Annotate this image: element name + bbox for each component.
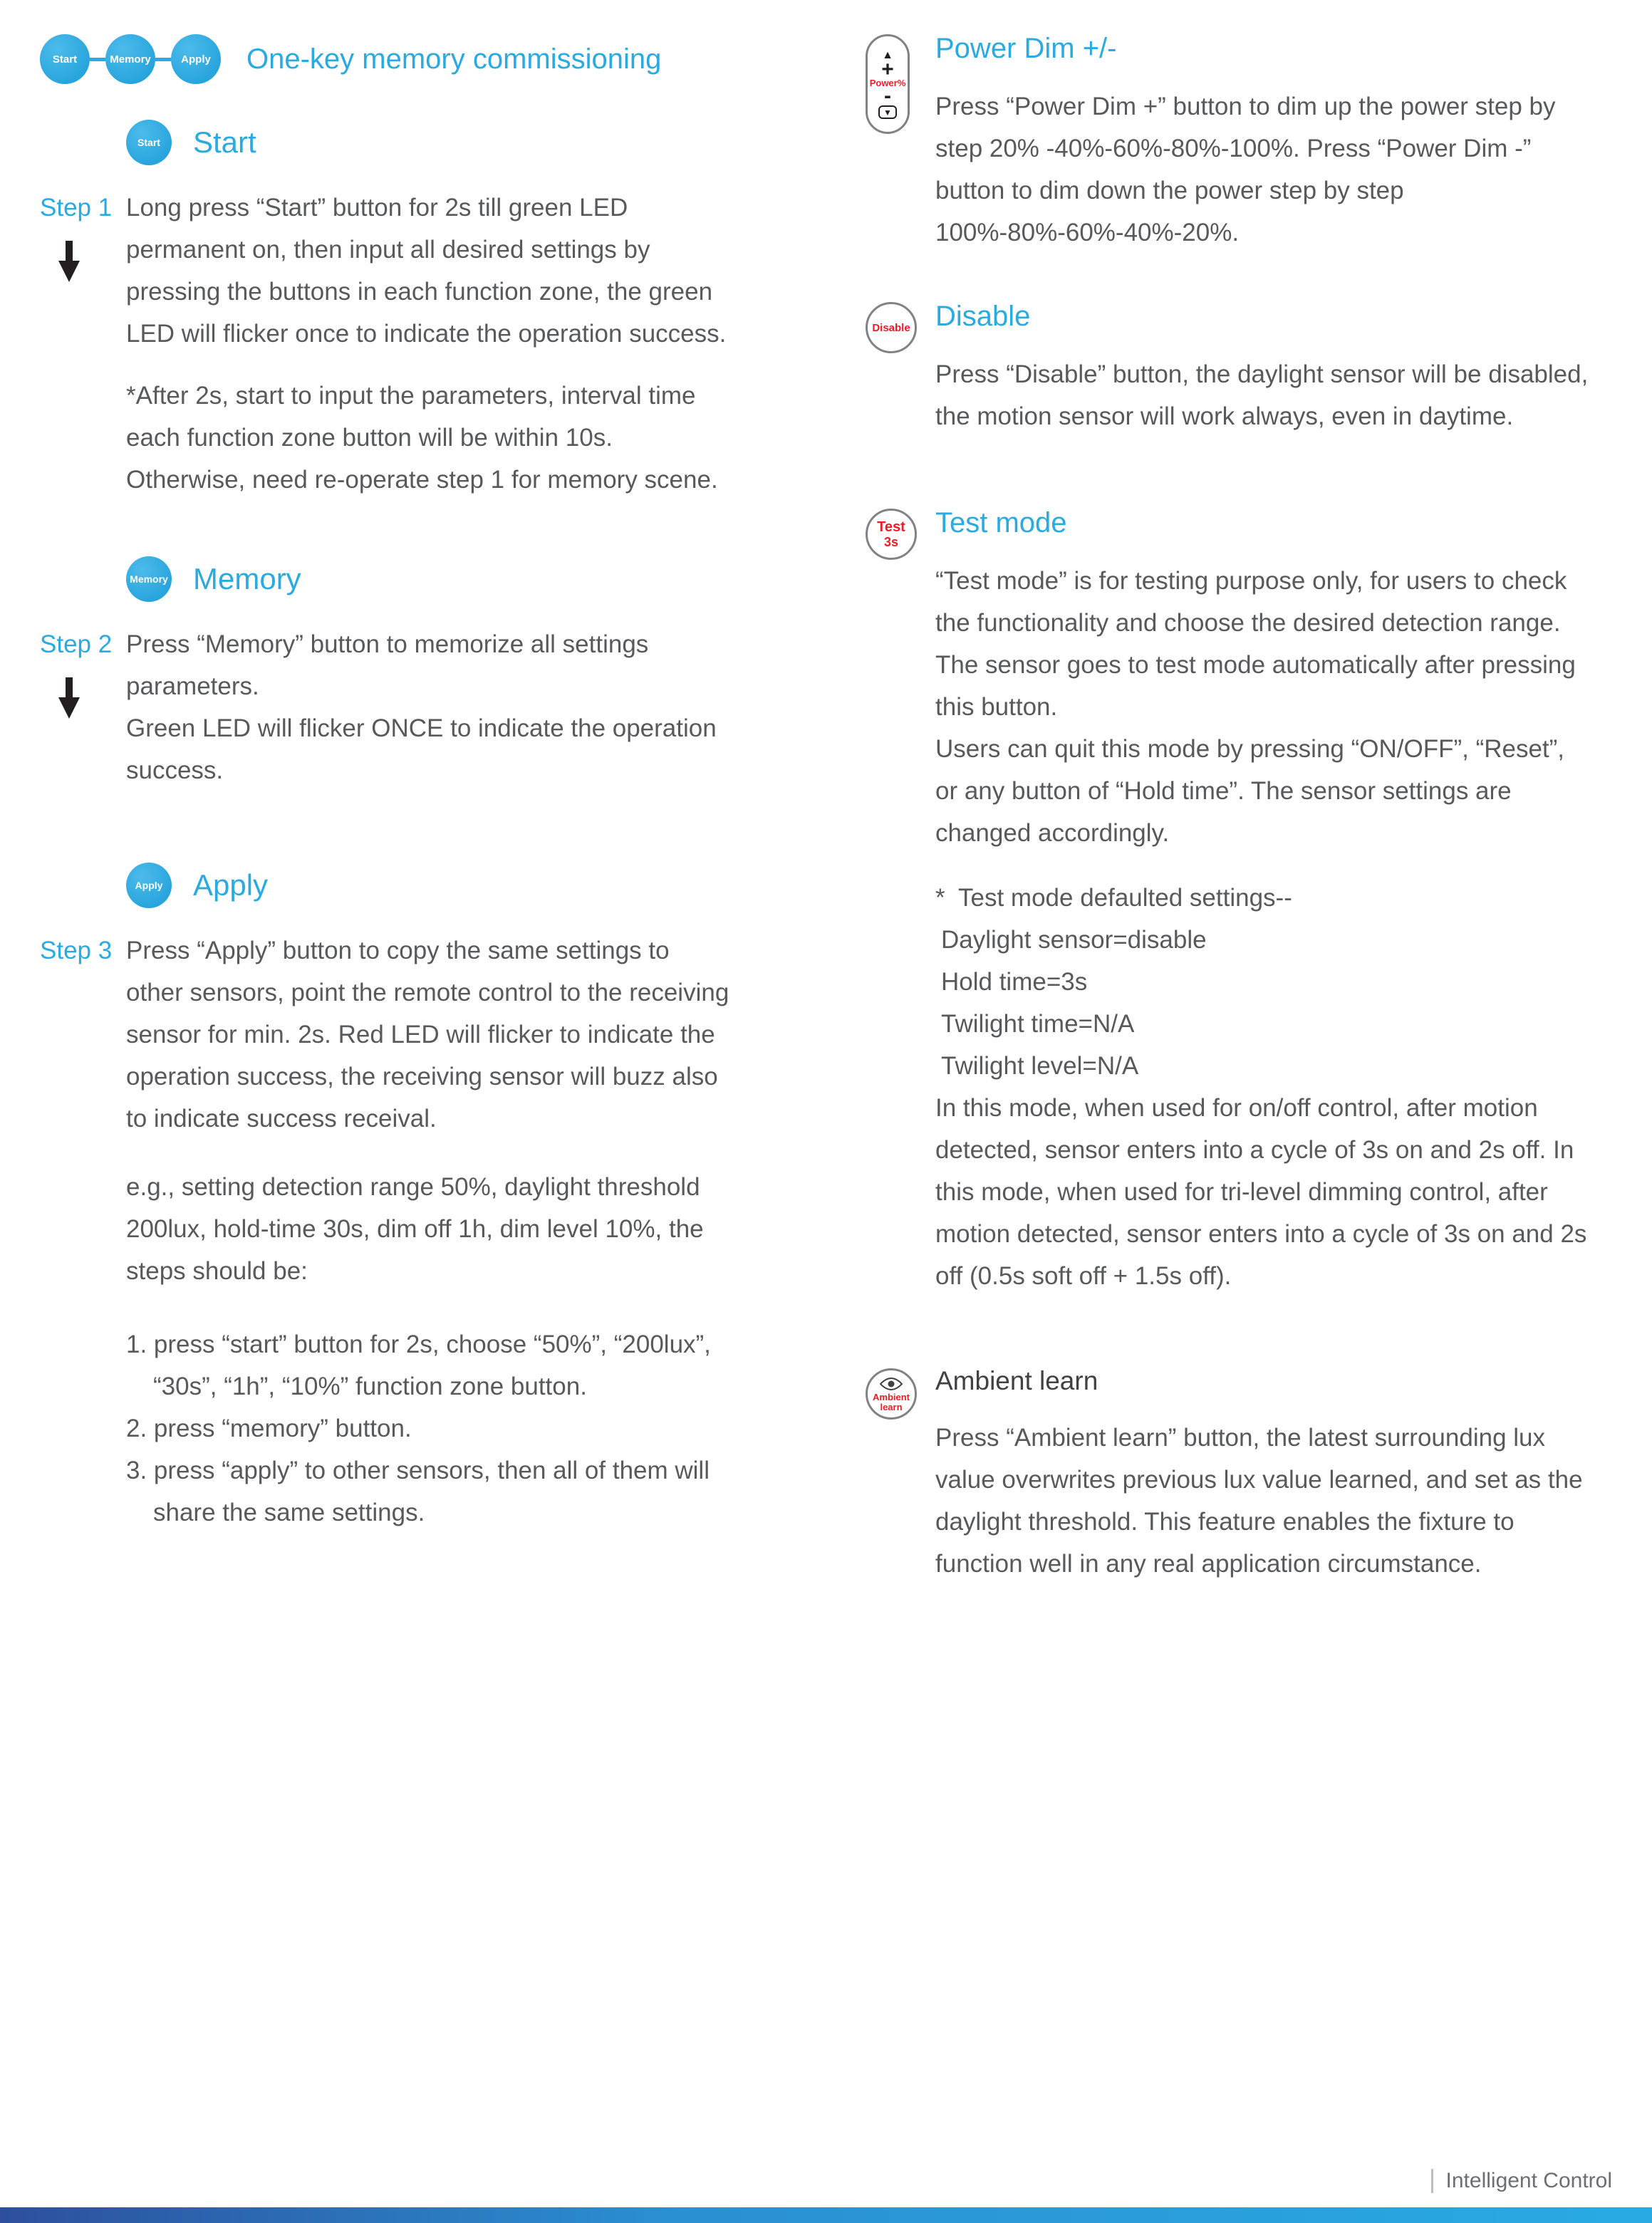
start-button-icon (40, 34, 90, 84)
down-arrow-icon (58, 677, 80, 719)
power-dim-icon (866, 34, 910, 134)
eye-icon (879, 1377, 903, 1391)
step3-example: e.g., setting detection range 50%, daylight threshold 200lux, hold-time 30s, dim off 1h, dim level 10%, the steps should be: (126, 1173, 704, 1285)
power-percent-label: Power% (869, 78, 906, 88)
step2-paragraph2: Green LED will flicker ONCE to indicate the operation success. (126, 714, 717, 784)
default-setting: Twilight level=N/A (941, 1052, 1139, 1080)
plus-glyph: + (881, 57, 894, 81)
up-triangle-icon: ▲ (882, 48, 893, 61)
step1-row (40, 187, 866, 501)
apply-button-icon (171, 34, 221, 84)
start-circle-label: Start (137, 137, 160, 148)
step3-paragraph: Press “Apply” button to copy the same settings to other sensors, point the remote control to the receiving sensor for min. 2s. Red LED will flicker to indicate the operation success, the receiving sensor will buzz also to indicate success receival. (126, 937, 729, 1133)
start-heading: Start (193, 125, 256, 159)
step3-rail (40, 930, 126, 1534)
step3-content (126, 930, 731, 1534)
default-setting: Daylight sensor=disable (941, 926, 1207, 954)
down-arrow-icon (58, 241, 80, 282)
test-mode-paragraph3: In this mode, when used for on/off control, after motion detected, sensor enters into a cycle of 3s on and 2s off. In this mode, when used for tri-level dimming control, after motion detected, sensor enters into a cycle of 3s on and 2s off (0.5s soft off + 1.5s off). (935, 1094, 1587, 1290)
test-mode-icon (866, 509, 917, 560)
defaults-title-row (935, 877, 1591, 919)
footer-divider (1431, 2169, 1433, 2193)
default-setting: Twilight time=N/A (941, 1010, 1135, 1038)
test-mode-heading: Test mode (935, 507, 1067, 538)
power-dim-content (935, 31, 1591, 254)
step2-row (40, 623, 866, 791)
memory-heading: Memory (193, 561, 301, 595)
test-mode-content (935, 506, 1591, 1297)
memory-button-icon (105, 34, 155, 84)
default-setting: Hold time=3s (941, 968, 1088, 996)
disable-icon (866, 302, 917, 353)
apply-button-label: Apply (181, 53, 211, 66)
ambient-content (935, 1365, 1591, 1585)
power-dim-item (866, 31, 1591, 254)
step1-rail (40, 187, 126, 501)
disable-icon-label: Disable (872, 321, 910, 334)
disable-heading: Disable (935, 301, 1031, 332)
test-mode-defaults (935, 877, 1591, 1087)
ambient-learn-paragraph: Press “Ambient learn” button, the latest surrounding lux value overwrites previous lux value learned, and set as the daylight threshold. This feature enables the fixture to function well in any real application circumstance. (935, 1424, 1583, 1578)
step3-row (40, 930, 866, 1534)
step2-label: Step 2 (40, 630, 113, 658)
minus-glyph: - (884, 84, 891, 108)
ambient-learn-heading: Ambient learn (935, 1366, 1098, 1395)
step1-label: Step 1 (40, 194, 113, 222)
disable-paragraph: Press “Disable” button, the daylight sensor will be disabled, the motion sensor will work always, even in daytime. (935, 360, 1589, 430)
step2-rail (40, 623, 126, 791)
step1-content (126, 187, 731, 501)
test-mode-icon-cell (866, 506, 935, 560)
defaults-title: Test mode defaulted settings-- (958, 884, 1292, 912)
down-triangle-icon: ▼ (878, 105, 897, 119)
list-item: 3. press “apply” to other sensors, then all of them will share the same settings. (126, 1457, 710, 1526)
list-item: 2. press “memory” button. (126, 1415, 412, 1442)
test-mode-item (866, 506, 1591, 1297)
disable-icon-cell (866, 299, 935, 353)
right-column (866, 31, 1652, 1585)
disable-content (935, 299, 1591, 437)
power-dim-icon-cell (866, 31, 935, 134)
step2-paragraph: Press “Memory” button to memorize all settings parameters. (126, 630, 649, 700)
chain-link (155, 58, 171, 61)
test-icon-line2: 3s (883, 535, 899, 549)
commissioning-header (40, 31, 866, 87)
power-dim-paragraph: Press “Power Dim +” button to dim up the power step by step 20% -40%-60%-80%-100%. Press “Power Dim -” button to dim down the power step by step 100%-80%-60%-40%-20%. (935, 93, 1556, 246)
memory-button-label: Memory (110, 53, 151, 66)
start-button-label: Start (52, 53, 78, 66)
page-footer (1431, 2169, 1612, 2193)
start-circle-icon (126, 120, 172, 165)
memory-circle-label: Memory (130, 573, 168, 585)
start-section-header (126, 120, 866, 165)
apply-circle-label: Apply (135, 880, 163, 891)
list-item: 1. press “start” button for 2s, choose “50%”, “200lux”, “30s”, “1h”, “10%” function zone button. (126, 1331, 711, 1400)
bottom-accent-bar (0, 2207, 1652, 2223)
test-icon-line1: Test (877, 519, 905, 535)
power-dim-heading: Power Dim +/- (935, 33, 1117, 64)
asterisk-glyph: * (935, 884, 945, 912)
test-mode-paragraph1: “Test mode” is for testing purpose only, for users to check the functionality and choose the desired detection range. The sensor goes to test mode automatically after pressing this button. (935, 567, 1576, 721)
button-chain (40, 34, 221, 84)
disable-item (866, 299, 1591, 437)
step3-list (126, 1323, 731, 1534)
ambient-icon-cell (866, 1365, 935, 1420)
test-mode-paragraph2: Users can quit this mode by pressing “ON/OFF”, “Reset”, or any button of “Hold time”. The sensor settings are changed accordingly. (935, 735, 1565, 847)
memory-circle-icon (126, 556, 172, 602)
ambient-learn-item (866, 1365, 1591, 1585)
apply-circle-icon (126, 863, 172, 908)
chain-link (90, 58, 105, 61)
memory-section-header (126, 556, 866, 602)
left-column (40, 31, 866, 1585)
ambient-icon-line1: Ambient (873, 1391, 910, 1402)
footer-label: Intelligent Control (1445, 2169, 1612, 2192)
apply-heading: Apply (193, 868, 269, 902)
ambient-icon-line2: learn (880, 1401, 903, 1412)
step3-label: Step 3 (40, 937, 113, 964)
step1-note: *After 2s, start to input the parameters, interval time each function zone button will be within 10s. Otherwise, need re-operate step 1 for memory scene. (126, 382, 718, 494)
step1-paragraph: Long press “Start” button for 2s till green LED permanent on, then input all desired settings by pressing the buttons in each function zone, the green LED will flicker once to indicate the operation success. (126, 194, 727, 348)
step2-content (126, 623, 731, 791)
apply-section-header (126, 863, 866, 908)
ambient-learn-icon (866, 1368, 917, 1420)
page-title: One-key memory commissioning (246, 43, 662, 75)
